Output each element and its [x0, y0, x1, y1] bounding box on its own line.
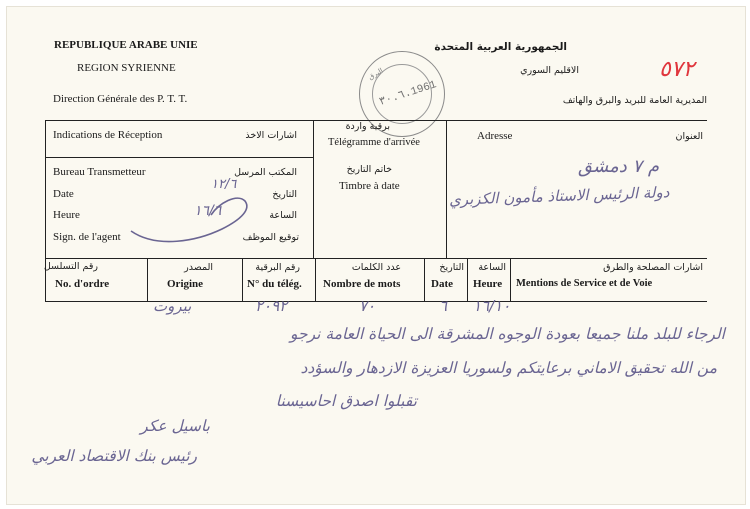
col-origin-ar: المصدر	[184, 262, 213, 273]
date-column-value: ٦	[439, 297, 448, 315]
col-order-fr: No. d'ordre	[55, 278, 110, 290]
heure-value: ١٦/٦	[194, 203, 222, 219]
header-direction: Direction Générale des P. T. T.	[53, 93, 188, 105]
sign-label-ar: توقيع الموظف	[242, 232, 299, 243]
col-mentions-fr: Mentions de Service et de Voie	[516, 278, 653, 289]
rule-mid	[45, 258, 707, 259]
address-label-ar: العنوان	[675, 131, 703, 142]
message-line-3: تقبلوا اصدق احاسيسنا	[275, 392, 417, 410]
col-hour-fr: Heure	[473, 278, 503, 290]
col-order-ar: رقم التسلسل	[43, 261, 98, 272]
col-date-fr: Date	[431, 278, 453, 290]
col-mentions-ar: اشارات المصلحة والطرق	[603, 262, 703, 273]
date-value: ١٢/٦	[211, 177, 237, 192]
col-div-2	[242, 258, 243, 301]
postmark-date: ٣٠.٦.1961	[377, 79, 439, 109]
agent-signature	[127, 179, 257, 249]
hour-column-value: ١٦/١٠	[473, 297, 511, 315]
bureau-label-ar: المكتب المرسل	[234, 167, 297, 178]
reference-number: ٥٧٢	[659, 57, 695, 82]
address-label: Adresse	[477, 130, 513, 142]
sign-label: Sign. de l'agent	[53, 231, 121, 243]
col-words-fr: Nombre de mots	[323, 278, 401, 290]
datestamp-label-ar: خاتم التاريخ	[346, 164, 392, 175]
rule-under-columns	[45, 301, 707, 302]
postmark-arc-text: البرق	[367, 66, 385, 82]
arrival-label: Télégramme d'arrivée	[328, 137, 420, 148]
telegram-form	[6, 6, 746, 505]
col-div-1	[147, 258, 148, 301]
bureau-label: Bureau Transmetteur	[53, 166, 146, 178]
rule-v2	[446, 120, 447, 258]
date-label: Date	[53, 188, 74, 200]
datestamp-label: Timbre à date	[339, 180, 400, 192]
address-handwritten-1: م ٧ دمشق	[578, 156, 659, 177]
heure-label: Heure	[53, 209, 80, 221]
rule-v1	[313, 120, 314, 258]
header-direction-ar: المديرية العامة للبريد والبرق والهاتف	[562, 95, 707, 106]
header-republic-ar: الجمهورية العربية المتحدة	[434, 41, 567, 53]
message-line-2: من الله تحقيق الاماني برعايتكم ولسوريا العزيزة الازدهار والسؤدد	[300, 359, 717, 377]
telegram-number-value: ٢٠٩٢	[255, 297, 288, 315]
col-hour-ar: الساعة	[478, 262, 506, 273]
rule-under-indications	[45, 157, 313, 158]
col-div-5	[467, 258, 468, 301]
col-div-4	[424, 258, 425, 301]
indications-label: Indications de Réception	[53, 129, 163, 141]
col-div-6	[510, 258, 511, 301]
col-words-ar: عدد الكلمات	[351, 262, 401, 273]
word-count-value: ٧٠	[359, 297, 376, 315]
message-line-1: الرجاء للبلد ملنا جميعا بعودة الوجوه المشرقة الى الحياة العامة نرجو	[290, 325, 725, 343]
col-telegram-fr: N° du télég.	[247, 278, 302, 290]
header-republic: REPUBLIQUE ARABE UNIE	[54, 39, 198, 51]
header-region-ar: الاقليم السوري	[520, 65, 579, 76]
heure-label-ar: الساعة	[269, 210, 297, 221]
address-handwritten-2: دولة الرئيس الاستاذ مأمون الكزبري	[448, 183, 670, 209]
date-label-ar: التاريخ	[272, 189, 297, 200]
col-div-3	[315, 258, 316, 301]
rule-left	[45, 120, 46, 301]
col-origin-fr: Origine	[167, 278, 204, 290]
indications-label-ar: اشارات الاخذ	[245, 130, 297, 141]
header-region: REGION SYRIENNE	[77, 62, 176, 74]
origin-value: بيروت	[153, 297, 192, 315]
col-telegram-ar: رقم البرقية	[255, 262, 300, 273]
message-line-4: باسيل عكر	[140, 417, 210, 435]
col-date-ar: التاريخ	[439, 262, 464, 273]
message-line-5: رئيس بنك الاقتصاد العربي	[31, 447, 197, 465]
arrival-label-ar: برقية واردة	[345, 121, 390, 132]
